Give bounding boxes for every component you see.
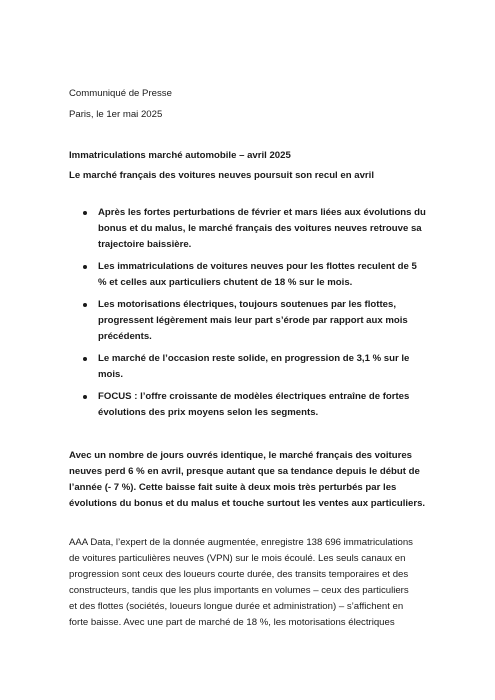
key-point-item: Les immatriculations de voitures neuves pour les flottes reculent de 5 % et celles aux particuliers chutent de 18 % sur le mois.: [0, 259, 495, 291]
dateline: Paris, le 1er mai 2025: [69, 109, 163, 120]
bullet-icon: [83, 265, 87, 269]
document-type: Communiqué de Presse: [69, 88, 172, 99]
press-release-title: Immatriculations marché automobile – avril 2025: [69, 150, 291, 161]
intro-paragraph: Avec un nombre de jours ouvrés identique, le marché français des voitures neuves perd 6 % en avril, presque autant que sa tendance depuis le début de l’année (- 7 %). Cette baisse fait suite à deux mois très perturbés par les évolutions du bonus et du malus et touche surtout les ventes aux particuliers.: [69, 450, 426, 509]
bullet-icon: [83, 211, 87, 215]
key-points-list: [0, 205, 495, 421]
bullet-icon: [83, 303, 87, 307]
key-point-item: Après les fortes perturbations de février et mars liées aux évolutions du bonus et du malus, le marché français des voitures neuves retrouve sa trajectoire baissière.: [0, 205, 495, 253]
press-release-subtitle: Le marché français des voitures neuves poursuit son recul en avril: [69, 170, 374, 181]
key-point-item: Le marché de l’occasion reste solide, en progression de 3,1 % sur le mois.: [0, 351, 495, 383]
key-point-item: FOCUS : l’offre croissante de modèles électriques entraîne de fortes évolutions des prix moyens selon les segments.: [0, 389, 495, 421]
body-paragraph: AAA Data, l’expert de la donnée augmentée, enregistre 138 696 immatriculations de voitures particulières neuves (VPN) sur le mois écoulé. Les seuls canaux en progression sont ceux des loueurs courte durée, des transits temporaires et des constructeurs, tandis que les plus importants en volumes – ceux des particuliers et des flottes (sociétés, loueurs longue durée et administration) – s’affichent en forte baisse. Avec une part de marché de 18 %, les motorisations électriques: [69, 537, 413, 628]
bullet-icon: [83, 357, 87, 361]
key-point-item: Les motorisations électriques, toujours soutenues par les flottes, progressent légèrement mais leur part s’érode par rapport aux mois précédents.: [0, 297, 495, 345]
bullet-icon: [83, 395, 87, 399]
